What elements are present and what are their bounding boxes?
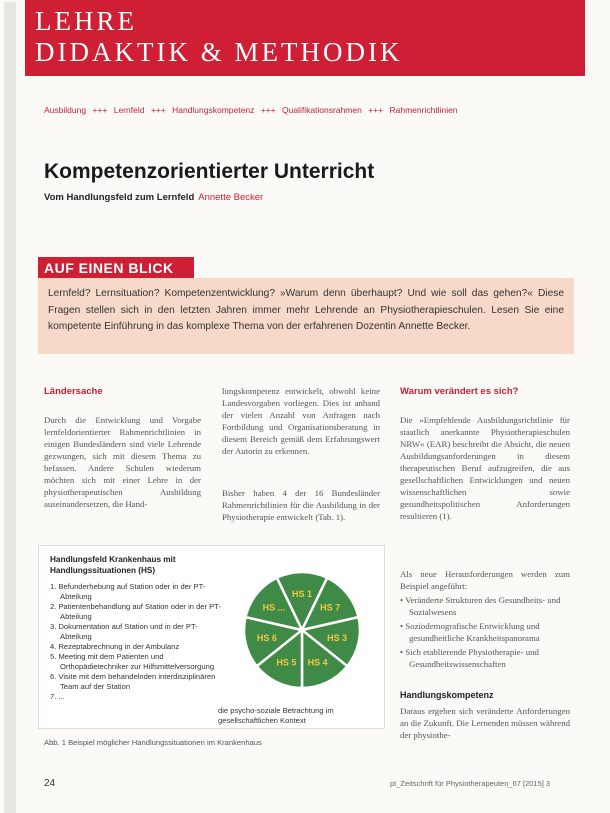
list-item: 4. Rezeptabrechnung in der Ambulanz (50, 642, 180, 651)
list-item: 3. Dokumentation auf Station und in der PT-Abteilung (50, 622, 198, 641)
keyword-separator: +++ (150, 105, 166, 115)
list-item: • Veränderte Strukturen des Gesundheits- und Sozialwesens (400, 595, 561, 617)
keyword: Qualifikationsrahmen (281, 105, 362, 115)
situation-wheel-diagram (222, 560, 382, 700)
wheel-segments (244, 572, 360, 688)
column3-text: Die »Empfehlende Ausbildungsrichtlinie für staatlich anerkannte Physiotherapieschulen NRW« (EAR) beschreibt die Absicht, die neuen Ausbildungsanforderungen in diesem therapeutischen Beruf aufzugreifen, die aus gesellschaftlichen Entwicklungen und neuen wissenschaftlichen sowie gesundheitspolitischen Anforderungen resultieren (1). (400, 415, 570, 521)
column3-heading: Warum verändert es sich? (400, 386, 519, 397)
list-item: 7. ... (50, 692, 65, 701)
summary-text: Lernfeld? Lernsituation? Kompetenzentwicklung? »Warum denn überhaupt? Und wie soll das gehen?« Diese Fragen stellen sich in den letzten Jahren immer mehr Lehrende an Physiotherapieschulen. Lesen Sie eine kompetente Einführung in das komplexe Thema von der erfahrenen Dozentin Annette Becker. (48, 288, 564, 332)
column1-text: Durch die Entwicklung und Vorgabe lernfeldorientierter Rahmenrichtlinien in einigen Bundesländern sind viele Lehrende gezwungen, sich mit diesem Thema zu befassen. Andere Schulen wiederum möchten sich mit einer Lehre in der physiotherapeutischen Ausbildung auseinandersetzen, die Hand- (44, 415, 201, 509)
list-item: 6. Visite mit dem behandelnden interdisziplinären Team auf der Station (50, 672, 216, 691)
wheel-segment-label: HS 5 (276, 657, 297, 668)
keyword: Lernfeld (113, 105, 145, 115)
article-title: Kompetenzorientierter Unterricht (44, 160, 375, 183)
list-item: 5. Meeting mit dem Patienten und Orthopädietechniker zur Hilfsmittelversorgung (50, 652, 215, 671)
keyword: Rahmenrichtlinien (389, 105, 458, 115)
journal-footer: pt_Zeitschrift für Physiotherapeuten_67 [2015] 3 (390, 779, 551, 788)
section-title-line2: DIDAKTIK & METHODIK (35, 37, 403, 67)
column3-text-2: Als neue Herausforderungen werden zum Beispiel angeführt: (400, 569, 570, 591)
column3-subheading: Handlungskompetenz (400, 690, 494, 700)
wheel-segment-label: HS ... (262, 602, 286, 613)
author-name: Annette Becker (198, 192, 264, 203)
keyword-bar (44, 105, 584, 115)
column3-text-3: Daraus ergeben sich veränderte Anforderungen an die Zukunft. Die Lernenden müssen während der physiothe- (400, 706, 570, 740)
keyword-separator: +++ (260, 105, 276, 115)
list-item: 2. Patientenbehandlung auf Station oder in der PT-Abteilung (50, 602, 221, 621)
figure-caption: Abb. 1 Beispiel möglicher Handlungssituationen im Krankenhaus (44, 738, 262, 747)
keyword-separator: +++ (368, 105, 384, 115)
subtitle-text: Vom Handlungsfeld zum Lernfeld (44, 192, 195, 203)
challenge-list (400, 594, 570, 672)
wheel-segment-label: HS 4 (307, 657, 328, 668)
section-title-line1: LEHRE (35, 6, 137, 36)
list-item: • Sich etablierende Physiotherapie- und Gesundheitswissenschaften (400, 647, 539, 669)
list-item: • Soziodemografische Entwicklung und gesundheitliche Krankheitspanorama (400, 621, 540, 643)
keyword: Ausbildung (44, 105, 87, 115)
keyword-separator: +++ (92, 105, 108, 115)
situation-list (50, 582, 222, 702)
column1-heading: Ländersache (44, 386, 103, 397)
keyword: Handlungskompetenz (172, 105, 255, 115)
wheel-segment-label: HS 7 (320, 602, 341, 613)
wheel-segment-label: HS 1 (291, 589, 313, 599)
list-item: 1. Befunderhebung auf Station oder in der PT-Abteilung (50, 582, 206, 601)
wheel-segment-label: HS 3 (327, 633, 348, 643)
wheel-segment-label: HS 6 (256, 633, 277, 643)
article-subtitle (44, 192, 263, 203)
page-spine (4, 2, 16, 813)
figure-title: Handlungsfeld Krankenhaus mit Handlungssituationen (HS) (50, 555, 176, 575)
column2-text: lungskompetenz entwickelt, obwohl keine Landesvorgaben vorliegen. Dies ist anhand der vielen Anzahl von Anfragen nach Fortbildung und Organisationsberatung in diesem Bereich gemäß dem Erfahrungswert der Autorin zu erkennen. (222, 386, 380, 456)
figure-note: die psycho-soziale Betrachtung im gesellschaftlichen Kontext (218, 706, 334, 725)
page-number: 24 (44, 778, 56, 789)
column2-text-continued: Bisher haben 4 der 16 Bundesländer Rahmenrichtlinien für die Ausbildung in der Physiotherapie entwickelt (Tab. 1). (222, 488, 380, 522)
summary-label: AUF EINEN BLICK (38, 257, 194, 279)
